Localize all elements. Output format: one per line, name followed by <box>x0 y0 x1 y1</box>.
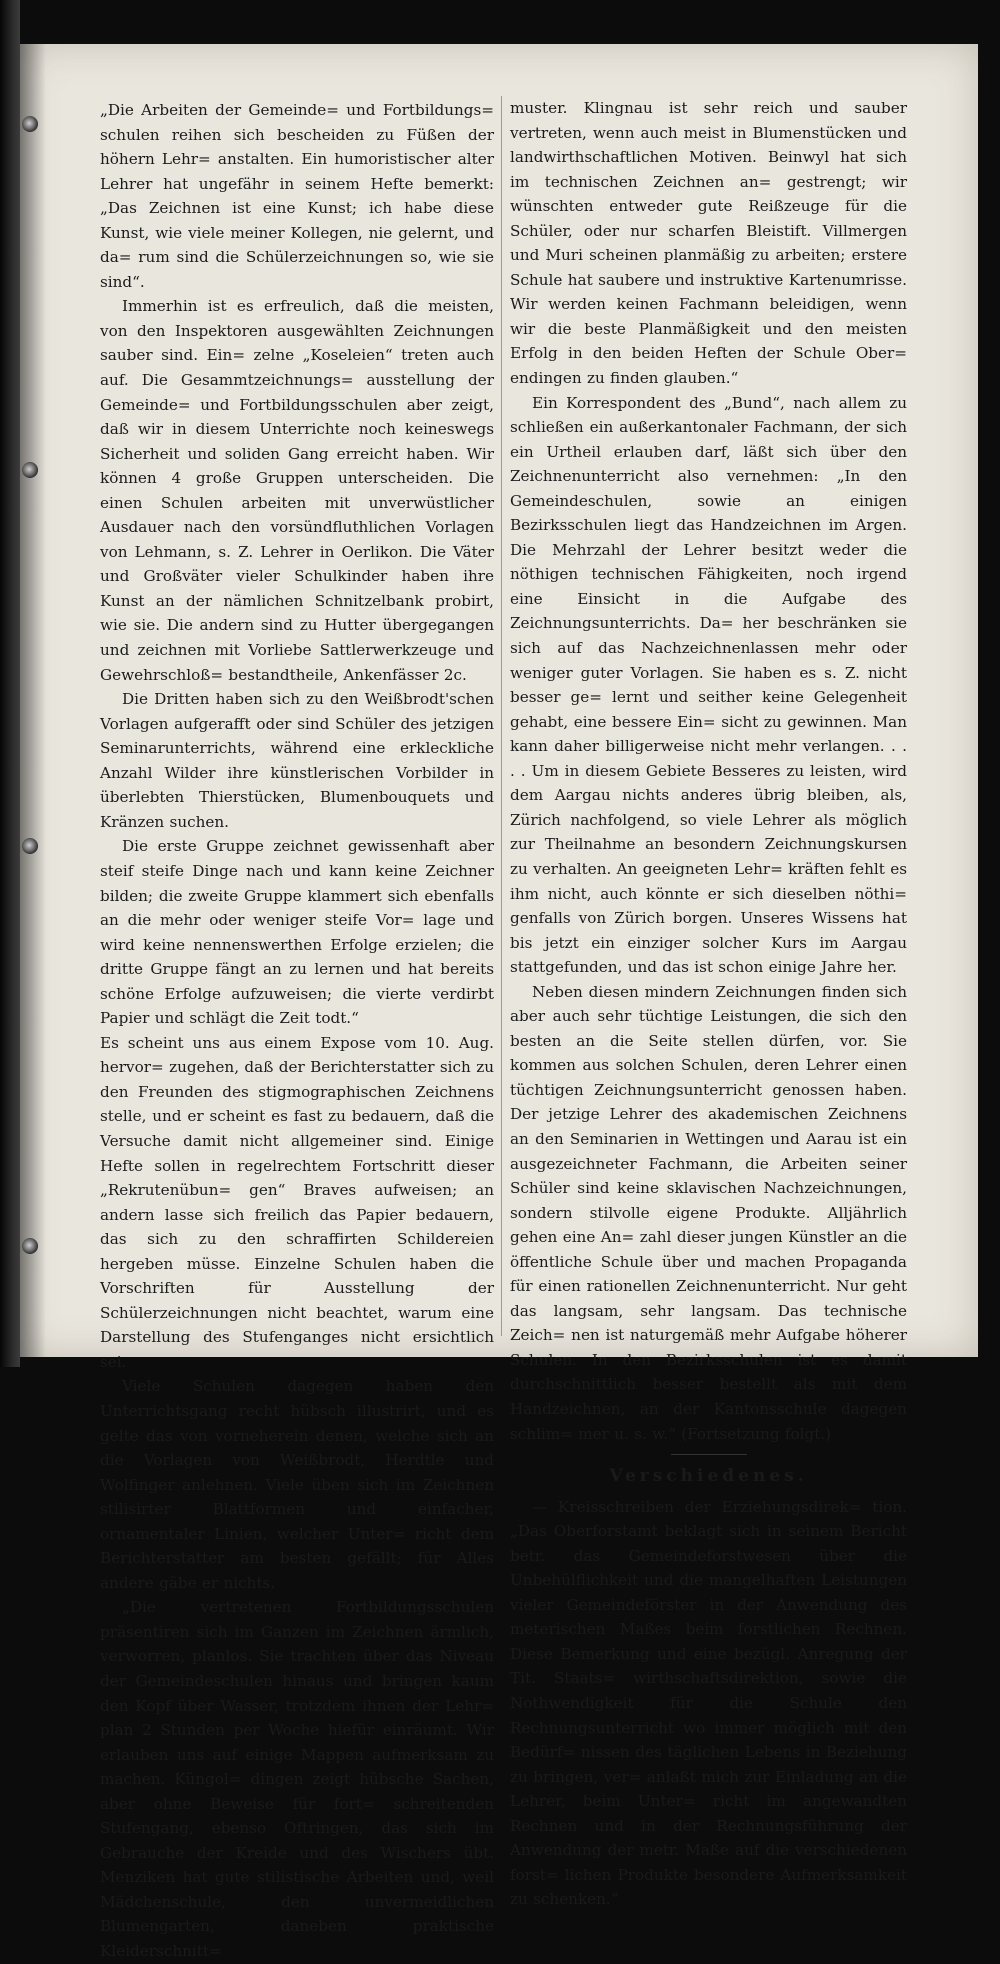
section-title: Verschiedenes. <box>609 1466 808 1487</box>
section-rule <box>671 1454 747 1455</box>
left-column <box>100 98 494 1964</box>
paragraph: Die erste Gruppe zeichnet gewissenhaft aber steif steife Dinge nach und kann keine Zeichner bilden; die zweite Gruppe klammert sich ebenfalls an die mehr oder weniger steife Vor= lage und wird keine nennenswerthen Erfolge erzielen; die dritte Gruppe fängt an zu lernen und hat bereits schöne Erfolge aufzuweisen; die vierte verdirbt Papier und schlägt die Zeit todt.“ <box>100 837 494 1028</box>
paragraph: „Die Arbeiten der Gemeinde= und Fortbildungs= schulen reihen sich bescheiden zu Füßen der höhern Lehr= anstalten. Ein humoristischer alter Lehrer hat ungefähr in seinem Hefte bemerkt: „Das Zeichnen ist eine Kunst; ich habe diese Kunst, wie viele meiner Kollegen, nie gelernt, und da= rum sind die Schülerzeichnungen so, wie sie sind“. <box>100 101 494 291</box>
paragraph: Viele Schulen dagegen haben den Unterrichtsgang recht hübsch illustrirt, und es gelte das von vorneherein denen, welche sich an die Vorlagen von Weißbrodt, Herdtle und Wolfinger anlehnen. Viele üben sich im Zeichnen stilisirter Blattformen und einfacher, ornamentaler Linien, welcher Unter= richt dem Berichterstatter am besten gefällt; für Alles andere gäbe er nichts. <box>100 1377 494 1592</box>
paragraph: — Kreisschreiben der Erziehungsdirek= tion. „Das Oberforstamt beklagt sich in seinem Bericht betr. das Gemeindeforstwesen über die Unbehülflichkeit und die mangelhaften Leistungen vieler Gemeindeförster in der Anwendung des meterischen Maßes beim forstlichen Rechnen. Diese Bemerkung und eine bezügl. Anregung der Tit. Staats= wirthschaftsdirektion, sowie die Nothwendigkeit für die Schule den Rechnungsunterricht wo immer möglich mit den Bedürf= nissen des täglichen Lebens in Beziehung zu bringen, ver= anlaßt mich zur Einladung an die Lehrer, beim Unter= richt im angewandten Rechnen und in der Rechnungsführung der Anwendung der metr. Maße auf die verschiedenen forst= lichen Produkte besondere Aufmerksamkeit zu schenken.“ <box>510 1497 907 1909</box>
paragraph: Die Dritten haben sich zu den Weißbrodt'schen Vorlagen aufgerafft oder sind Schüler des jetzigen Seminarunterrichts, während eine erkleckliche Anzahl Wilder ihre künstlerischen Vorbilder in überlebten Thierstücken, Blumenbouquets und Kränzen suchen. <box>100 690 494 831</box>
column-divider <box>501 96 502 1336</box>
binding-pin-icon <box>22 116 38 132</box>
paragraph: Es scheint uns aus einem Expose vom 10. Aug. hervor= zugehen, daß der Berichterstatter sich zu den Freunden des stigmographischen Zeichnens stelle, und er scheint es fast zu bedauern, daß die Versuche damit nicht allgemeiner sind. Einige Hefte sollen in regelrechtem Fortschritt dieser „Rekrutenübun= gen“ Braves aufweisen; an andern lasse sich freilich das Papier bedauern, das sich zu den schraffirten Schildereien hergeben müsse. Einzelne Schulen haben die Vorschriften für Ausstellung der Schülerzeichnungen nicht beachtet, warum eine Darstellung des Stufenganges nicht ersichtlich sei. <box>100 1033 494 1371</box>
scan-left-edge <box>0 0 20 1367</box>
paragraph: Neben diesen mindern Zeichnungen finden sich aber auch sehr tüchtige Leistungen, die sich den besten an die Seite stellen dürfen, vor. Sie kommen aus solchen Schulen, deren Lehrer einen tüchtigen Zeichnungsunterricht genossen haben. Der jetzige Lehrer des akademischen Zeichnens an den Seminarien in Wettingen und Aarau ist ein ausgezeichneter Fachmann, die Arbeiten seiner Schüler sind keine sklavischen Nachzeichnungen, sondern stilvolle eigene Produkte. Alljährlich gehen eine An= zahl dieser jungen Künstler an die öffentliche Schule über und machen Propaganda für einen rationellen Zeichnenunterricht. Nur geht das langsam, sehr langsam. Das technische Zeich= nen ist naturgemäß mehr Aufgabe höherer Schulen. In den Bezirksschulen ist es damit durchschnittlich besser bestellt als mit dem Handzeichnen, an der Kantonsschule dagegen schlim= mer u. s. w.“ (Fortsetzung folgt.) <box>510 982 907 1443</box>
right-column <box>510 96 907 1912</box>
binding-pin-icon <box>22 838 38 854</box>
page-binding-shadow <box>20 44 46 1357</box>
paragraph: Ein Korrespondent des „Bund“, nach allem zu schließen ein außerkantonaler Fachmann, der sich ein Urtheil erlauben darf, läßt sich über den Zeichnenunterricht also vernehmen: „In den Gemeindeschulen, sowie an einigen Bezirksschulen liegt das Handzeichnen im Argen. Die Mehrzahl der Lehrer besitzt weder die nöthigen technischen Fähigkeiten, noch irgend eine Einsicht in die Aufgabe des Zeichnungsunterrichts. Da= her beschränken sie sich auf das Nachzeichnenlassen mehr oder weniger guter Vorlagen. Sie haben es s. Z. nicht besser ge= lernt und seither keine Gelegenheit gehabt, eine bessere Ein= sicht zu gewinnen. Man kann daher billigerweise nicht mehr verlangen. . . . . Um in diesem Gebiete Besseres zu leisten, wird dem Aargau nichts anderes übrig bleiben, als, Zürich nachfolgend, so viele Lehrer als möglich zur Theilnahme an besondern Zeichnungskursen zu verhalten. An geeigneten Lehr= kräften fehlt es ihm nicht, auch könnte er sich dieselben nöthi= genfalls von Zürich borgen. Unseres Wissens hat bis jetzt ein einziger solcher Kurs im Aargau stattgefunden, und das ist schon einige Jahre her. <box>510 393 907 977</box>
paragraph: muster. Klingnau ist sehr reich und sauber vertreten, wenn auch meist in Blumenstücken und landwirthschaftlichen Motiven. Beinwyl hat sich im technischen Zeichnen an= gestrengt; wir wünschten entweder gute Reißzeuge für die Schüler, oder nur scharfen Bleistift. Villmergen und Muri scheinen planmäßig zu arbeiten; erstere Schule hat saubere und instruktive Kartenumrisse. Wir werden keinen Fachmann beleidigen, wenn wir die beste Planmäßigkeit und den meisten Erfolg in den beiden Heften der Schule Ober= endingen zu finden glauben.“ <box>510 99 907 388</box>
paragraph: Immerhin ist es erfreulich, daß die meisten, von den Inspektoren ausgewählten Zeichnungen sauber sind. Ein= zelne „Koseleien“ treten auch auf. Die Gesammtzeichnungs= ausstellung der Gemeinde= und Fortbildungsschulen aber zeigt, daß wir in diesem Unterrichte noch keineswegs Sicherheit und soliden Gang erreicht haben. Wir können 4 große Gruppen unterscheiden. Die einen Schulen arbeiten mit unverwüstlicher Ausdauer nach den vorsündfluthlichen Vorlagen von Lehmann, s. Z. Lehrer in Oerlikon. Die Väter und Großväter vieler Schulkinder haben ihre Kunst an der nämlichen Schnitzelbank probirt, wie sie. Die andern sind zu Hutter übergegangen und zeichnen mit Vorliebe Sattlerwerkzeuge und Gewehrschloß= bestandtheile, Ankenfässer 2c. <box>100 297 494 684</box>
binding-pin-icon <box>22 1238 38 1254</box>
paragraph: „Die vertretenen Fortbildungsschulen präsentiren sich im Ganzen im Zeichnen ärmlich, verworren, planlos. Sie trachten über das Niveau der Gemeindeschulen hinaus und bringen kaum den Kopf über Wasser, trotzdem ihnen der Lehr= plan 2 Stunden per Woche hiefür einräumt. Wir erlauben uns auf einige Mappen aufmerksam zu machen. Küngol= dingen zeigt hübsche Sachen, aber ohne Beweise für fort= schreitenden Stufengang, ebenso Oftringen, das sich im Gebrauche der Kreide und des Wischers übt. Menziken hat gute stilistische Arbeiten und, weil Mädchenschule, den unvermeidlichen Blumengarten, daneben praktische Kleiderschnitt= <box>100 1598 494 1961</box>
binding-pin-icon <box>22 462 38 478</box>
